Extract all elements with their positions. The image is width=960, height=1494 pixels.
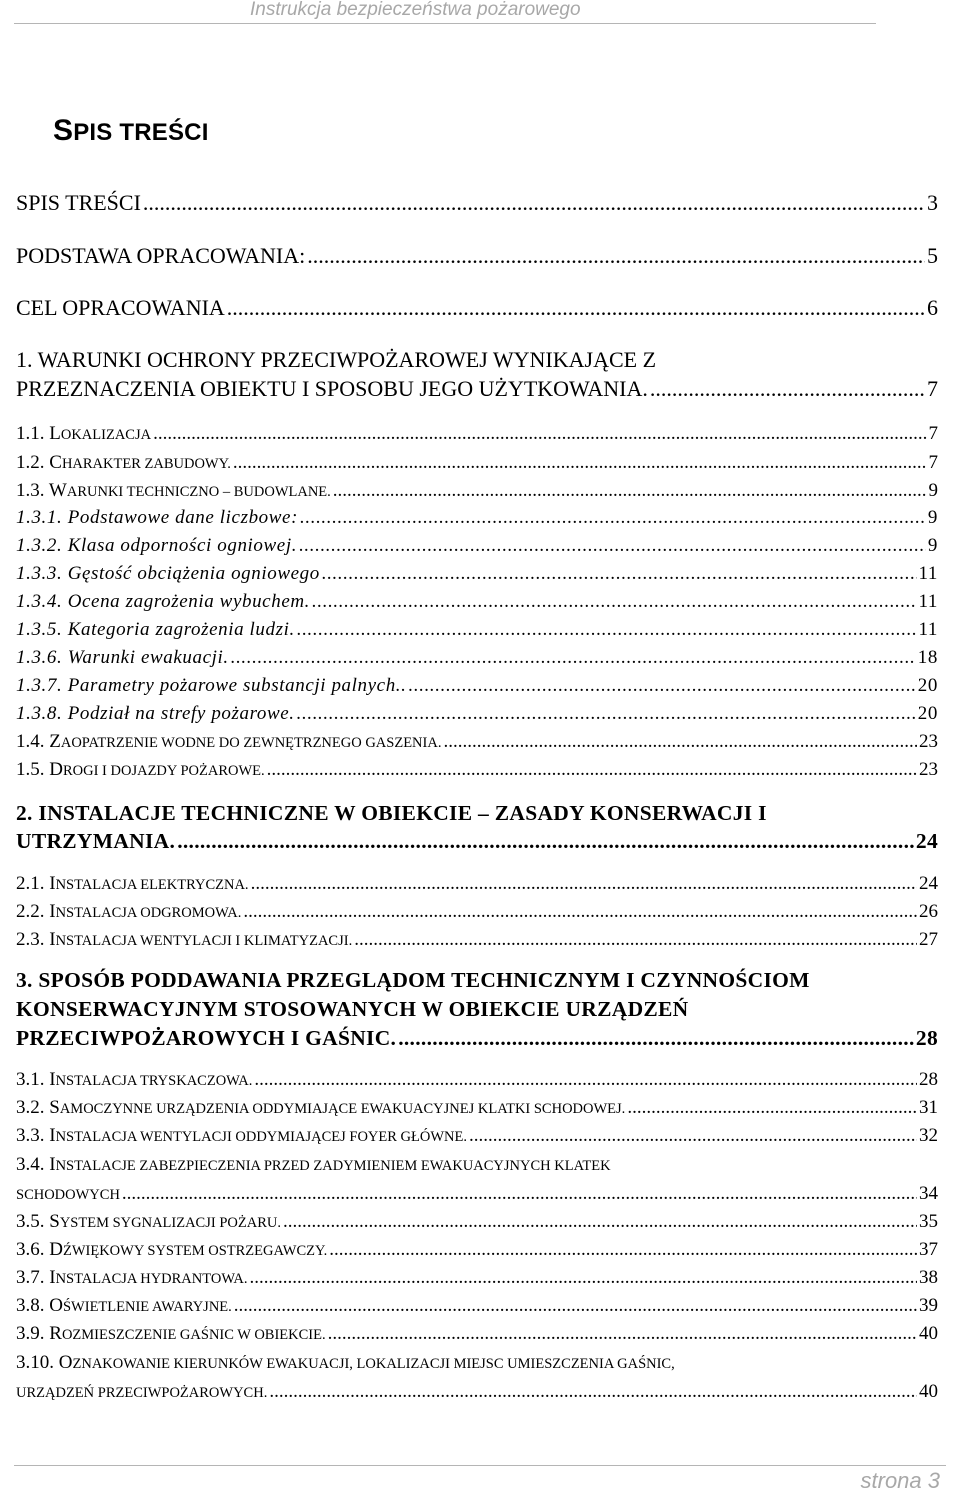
leader-dots [153,423,926,445]
leader-dots [297,703,916,725]
leader-dots [312,591,916,613]
toc-entry[interactable]: 1.1. LOKALIZACJA ..... 7 [16,423,938,445]
toc-entry[interactable]: 3.8. OŚWIETLENIE AWARYJNE. ..... 39 [16,1295,938,1317]
leader-dots [283,1211,917,1233]
toc-page: 27 [919,929,938,950]
leader-dots [243,901,917,923]
toc-page: 23 [919,759,938,780]
toc-page: 38 [919,1267,938,1288]
toc-label: AOPATRZENIE WODNE DO ZEWNĘTRZNEGO GASZENIA. [60,735,442,751]
toc-number: 3.3. [16,1125,50,1146]
toc-entry[interactable]: 3.3. INSTALACJA WENTYLACJI ODDYMIAJĄCEJ FOYER GŁÓWNE. ..... 32 [16,1125,938,1147]
toc-label: NSTALACJA HYDRANTOWA. [55,1271,248,1287]
toc-page: 20 [917,703,938,724]
toc-entry[interactable]: 2.2. INSTALACJA ODGROMOWA. ..... 26 [16,901,938,923]
toc-label: ŹWIĘKOWY SYSTEM OSTRZEGAWCZY. [62,1243,328,1259]
toc-entry[interactable]: 3.6. DŹWIĘKOWY SYSTEM OSTRZEGAWCZY. ..... 37 [16,1239,938,1261]
toc-entry[interactable]: 1.2. CHARAKTER ZABUDOWY. ..... 7 [16,452,938,474]
toc-entry[interactable] [16,376,938,402]
toc-number: 2.2. [16,901,50,922]
toc-label: 1.3.1. Podstawowe dane liczbowe: [16,507,299,528]
toc-entry[interactable]: 1.5. DROGI I DOJAZDY POŻAROWE. ..... 23 [16,759,938,781]
toc-entry-line: 3.10. OZNAKOWANIE KIERUNKÓW EWAKUACJI, LOKALIZACJI MIEJSC UMIESZCZENIA GAŚNIC, [16,1352,675,1373]
toc-label: PRZEZNACZENIA OBIEKTU I SPOSOBU JEGO UŻYTKOWANIA. [16,376,648,401]
toc-label: CEL OPRACOWANIA [16,295,225,320]
running-header: Instrukcja bezpieczeństwa pożarowego [14,0,876,24]
toc-page: 28 [919,1069,938,1090]
toc-entry[interactable] [16,295,938,321]
toc-number: 3.8. [16,1295,50,1316]
toc-page: 37 [919,1239,938,1260]
toc-label: 1.3.3. Gęstość obciążenia ogniowego [16,563,320,584]
toc-label: SCHODOWYCH [16,1187,120,1203]
toc-entry[interactable] [16,1183,938,1205]
toc-number: 3.9. [16,1323,50,1344]
leader-dots [322,563,917,585]
toc-page: 28 [915,1026,938,1050]
toc-entry[interactable] [16,675,938,697]
toc-entry[interactable]: 2.1. INSTALACJA ELEKTRYCZNA. ..... 24 [16,873,938,895]
toc-entry[interactable] [16,647,938,669]
toc-number: 1.5. [16,759,50,780]
toc-entry[interactable]: 1.4. ZAOPATRZENIE WODNE DO ZEWNĘTRZNEGO GASZENIA. ..... 23 [16,731,938,753]
toc-label: 1.3.6. Warunki ewakuacji. [16,647,229,668]
toc-number: 3.6. [16,1239,50,1260]
toc-entry[interactable] [16,563,938,585]
toc-page: 9 [927,535,938,556]
toc-page: 40 [919,1381,938,1402]
toc-number: 2.1. [16,873,50,894]
toc-page: 11 [918,591,938,612]
toc-page: 3 [927,190,938,215]
toc-page: 11 [918,619,938,640]
page-title: SPIS TREŚCI [53,114,209,147]
toc-label: PRZECIWPOŻAROWYCH I GAŚNIC. [16,1026,397,1050]
toc-label: 1.3.5. Kategoria zagrożenia ludzi. [16,619,295,640]
toc-label: ARUNKI TECHNICZNO – BUDOWLANE. [66,484,331,500]
toc-page: 9 [927,507,938,528]
toc-entry[interactable]: 3.5. SYSTEM SYGNALIZACJI POŻARU. ..... 35 [16,1211,938,1233]
toc-entry-line: KONSERWACYJNYM STOSOWANYCH W OBIEKCIE URZĄDZEŃ [16,997,689,1021]
leader-dots [251,873,917,895]
toc-page: 5 [927,243,938,268]
toc-label: OZMIESZCZENIE GAŚNIC W OBIEKCIE. [61,1327,326,1343]
toc-page: 31 [919,1097,938,1118]
leader-dots [300,507,926,529]
toc-label: 1.3.2. Klasa odporności ogniowej. [16,535,298,556]
toc-label: NSTALACJA ELEKTRYCZNA. [55,877,249,893]
toc-page: 9 [928,480,938,501]
leader-dots [254,1069,917,1091]
toc-page: 6 [927,295,938,320]
leader-dots [409,675,916,697]
footer-rule [14,1465,946,1466]
toc-page: 20 [917,675,938,696]
toc-label: 1.3.4. Ocena zagrożenia wybuchem. [16,591,311,612]
leader-dots [333,480,927,502]
toc-entry[interactable]: 2.3. INSTALACJA WENTYLACJI I KLIMATYZACJI. ..... 27 [16,929,938,951]
toc-number: 3.5. [16,1211,50,1232]
toc-number: 3.1. [16,1069,50,1090]
leader-dots [469,1125,917,1147]
toc-label: URZĄDZEŃ PRZECIWPOŻAROWYCH. [16,1385,268,1401]
toc-page: 35 [919,1211,938,1232]
leader-dots [650,376,925,402]
toc-page: 18 [917,647,938,668]
leader-dots [234,1295,917,1317]
toc-label: 1.3.7. Parametry pożarowe substancji palnych.. [16,675,407,696]
toc-page: 24 [915,829,938,853]
toc-label: NSTALACJA WENTYLACJI ODDYMIAJĄCEJ FOYER GŁÓWNE. [55,1129,467,1145]
leader-dots [398,1026,914,1051]
leader-dots [231,647,916,669]
toc-number: 3.7. [16,1267,50,1288]
toc-entry[interactable] [16,190,938,216]
toc-label: OKALIZACJA [60,427,152,443]
toc-label: 1.3.8. Podział na strefy pożarowe. [16,703,295,724]
toc-label: HARAKTER ZABUDOWY. [61,456,231,472]
toc-page: 23 [919,731,938,752]
toc-number: 1.4. [16,731,50,752]
toc-label: NSTALACJA TRYSKACZOWA. [55,1073,253,1089]
leader-dots [329,1239,917,1261]
leader-dots [297,619,917,641]
toc-label: NSTALACJA ODGROMOWA. [55,905,242,921]
toc-entry[interactable] [16,507,938,529]
leader-dots [143,190,925,216]
leader-dots [354,929,917,951]
toc-number: 1.3. [16,480,49,501]
toc-entry-line: 1. WARUNKI OCHRONY PRZECIWPOŻAROWEJ WYNIKAJĄCE Z [16,347,657,372]
toc-page: 26 [919,901,938,922]
toc-entry[interactable] [16,1026,938,1051]
toc-page: 40 [919,1323,938,1344]
toc-entry[interactable] [16,591,938,613]
toc-label: YSTEM SYGNALIZACJI POŻARU. [59,1215,281,1231]
leader-dots [328,1323,917,1345]
toc-entry-line: 3. SPOSÓB PODDAWANIA PRZEGLĄDOM TECHNICZNYM I CZYNNOŚCIOM [16,968,810,992]
toc-number: 2.3. [16,929,50,950]
toc-entry[interactable]: 3.2. SAMOCZYNNE URZĄDZENIA ODDYMIAJĄCE EWAKUACYJNEJ KLATKI SCHODOWEJ. ..... 31 [16,1097,938,1119]
leader-dots [267,759,917,781]
toc-entry[interactable] [16,1381,938,1403]
toc-number: 1.1. [16,423,50,444]
leader-dots [227,295,925,321]
toc-entry[interactable]: 3.7. INSTALACJA HYDRANTOWA. ..... 38 [16,1267,938,1289]
toc-page: 34 [919,1183,938,1204]
toc-label: SPIS TREŚCI [16,190,141,215]
toc-page: 7 [928,423,938,444]
toc-page: 11 [918,563,938,584]
toc-entry[interactable] [16,243,938,269]
leader-dots [443,731,917,753]
toc-label: PODSTAWA OPRACOWANIA: [16,243,306,268]
toc-page: 39 [919,1295,938,1316]
toc-page: 24 [919,873,938,894]
toc-number: 3.2. [16,1097,50,1118]
toc-label: UTRZYMANIA. [16,829,176,853]
toc-page: 7 [928,452,938,473]
toc-label: ROGI I DOJAZDY POŻAROWE. [62,763,265,779]
toc-entry[interactable]: 3.9. ROZMIESZCZENIE GAŚNIC W OBIEKCIE. ..... 40 [16,1323,938,1345]
leader-dots [627,1097,917,1119]
page-number: strona 3 [860,1468,940,1493]
toc-page: 32 [919,1125,938,1146]
toc-page: 7 [927,376,938,401]
toc-entry[interactable] [16,829,938,854]
toc-entry-line: 2. INSTALACJE TECHNICZNE W OBIEKCIE – ZASADY KONSERWACJI I [16,801,767,825]
toc-label: AMOCZYNNE URZĄDZENIA ODDYMIAJĄCE EWAKUACYJNEJ KLATKI SCHODOWEJ. [59,1101,626,1117]
toc-entry[interactable] [16,619,938,641]
toc-entry-line: 3.4. INSTALACJE ZABEZPIECZENIA PRZED ZADYMIENIEM EWAKUACYJNYCH KLATEK [16,1154,611,1175]
toc-entry[interactable] [16,535,938,557]
leader-dots [307,243,925,269]
toc-label: ŚWIETLENIE AWARYJNE. [62,1299,232,1315]
toc-label: NSTALACJA WENTYLACJI I KLIMATYZACJI. [55,933,353,949]
leader-dots [250,1267,918,1289]
leader-dots [122,1183,917,1205]
leader-dots [299,535,926,557]
toc-entry[interactable]: 3.1. INSTALACJA TRYSKACZOWA. ..... 28 [16,1069,938,1091]
leader-dots [269,1381,917,1403]
leader-dots [177,829,914,854]
toc-entry[interactable] [16,703,938,725]
toc-number: 1.2. [16,452,50,473]
leader-dots [233,452,927,474]
toc-entry[interactable]: 1.3. WARUNKI TECHNICZNO – BUDOWLANE. ..... 9 [16,480,938,502]
